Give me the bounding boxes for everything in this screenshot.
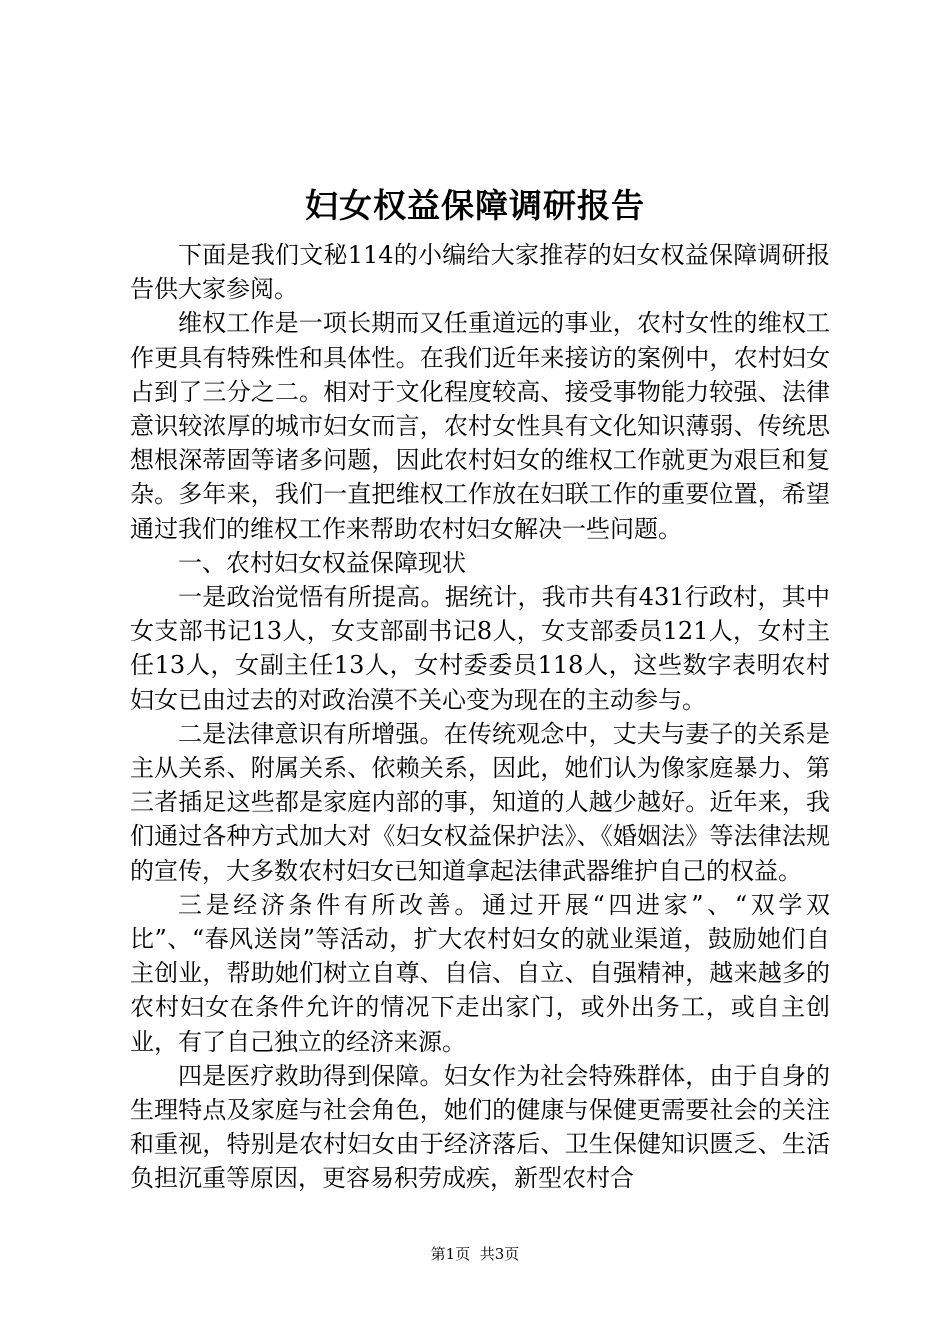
paragraph-intro: 下面是我们文秘114的小编给大家推荐的妇女权益保障调研报告供大家参阅。: [130, 241, 830, 304]
document-title: 妇女权益保障调研报告: [305, 186, 645, 225]
paragraph-legal: 二是法律意识有所增强。在传统观念中，丈夫与妻子的关系是主从关系、附属关系、依赖关系，因此，她们认为像家庭暴力、第三者插足这些都是家庭内部的事，知道的人越少越好。近年来，我们通过各种方式加大对《妇女权益保护法》、《婚姻法》等法律法规的宣传，大多数农村妇女已知道拿起法律武器维护自己的权益。: [130, 719, 830, 885]
paragraph-medical: 四是医疗救助得到保障。妇女作为社会特殊群体，由于自身的生理特点及家庭与社会角色，她们的健康与保健更需要社会的关注和重视，特别是农村妇女由于经济落后、卫生保健知识匮乏、生活负担沉重等原因，更容易积劳成疾，新型农村合: [130, 1061, 830, 1193]
page-count: 共3页: [479, 1245, 520, 1263]
paragraph-political: 一是政治觉悟有所提高。据统计，我市共有431行政村，其中女支部书记13人，女支部副书记8人，女支部委员121人，女村主任13人，女副主任13人，女村委委员118人，这些数字表明农村妇女已由过去的对政治漠不关心变为现在的主动参与。: [130, 583, 830, 714]
page-number: 第1页: [430, 1245, 471, 1263]
page-footer: [0, 1243, 950, 1265]
document-body: [130, 238, 830, 1196]
paragraph-economic: 三是经济条件有所改善。通过开展“四进家”、“双学双比”、“春风送岗”等活动，扩大农村妇女的就业渠道，鼓励她们自主创业，帮助她们树立自尊、自信、自立、自强精神，越来越多的农村妇女在条件允许的情况下走出家门，或外出务工，或自主创业，有了自己独立的经济来源。: [130, 890, 830, 1056]
section-heading: 一、农村妇女权益保障现状: [178, 548, 466, 577]
paragraph-background: 维权工作是一项长期而又任重道远的事业，农村女性的维权工作更具有特殊性和具体性。在我们近年来接访的案例中，农村妇女占到了三分之二。相对于文化程度较高、接受事物能力较强、法律意识较浓厚的城市妇女而言，农村女性具有文化知识薄弱、传统思想根深蒂固等诸多问题，因此农村妇女的维权工作就更为艰巨和复杂。多年来，我们一直把维权工作放在妇联工作的重要位置，希望通过我们的维权工作来帮助农村妇女解决一些问题。: [130, 309, 830, 543]
